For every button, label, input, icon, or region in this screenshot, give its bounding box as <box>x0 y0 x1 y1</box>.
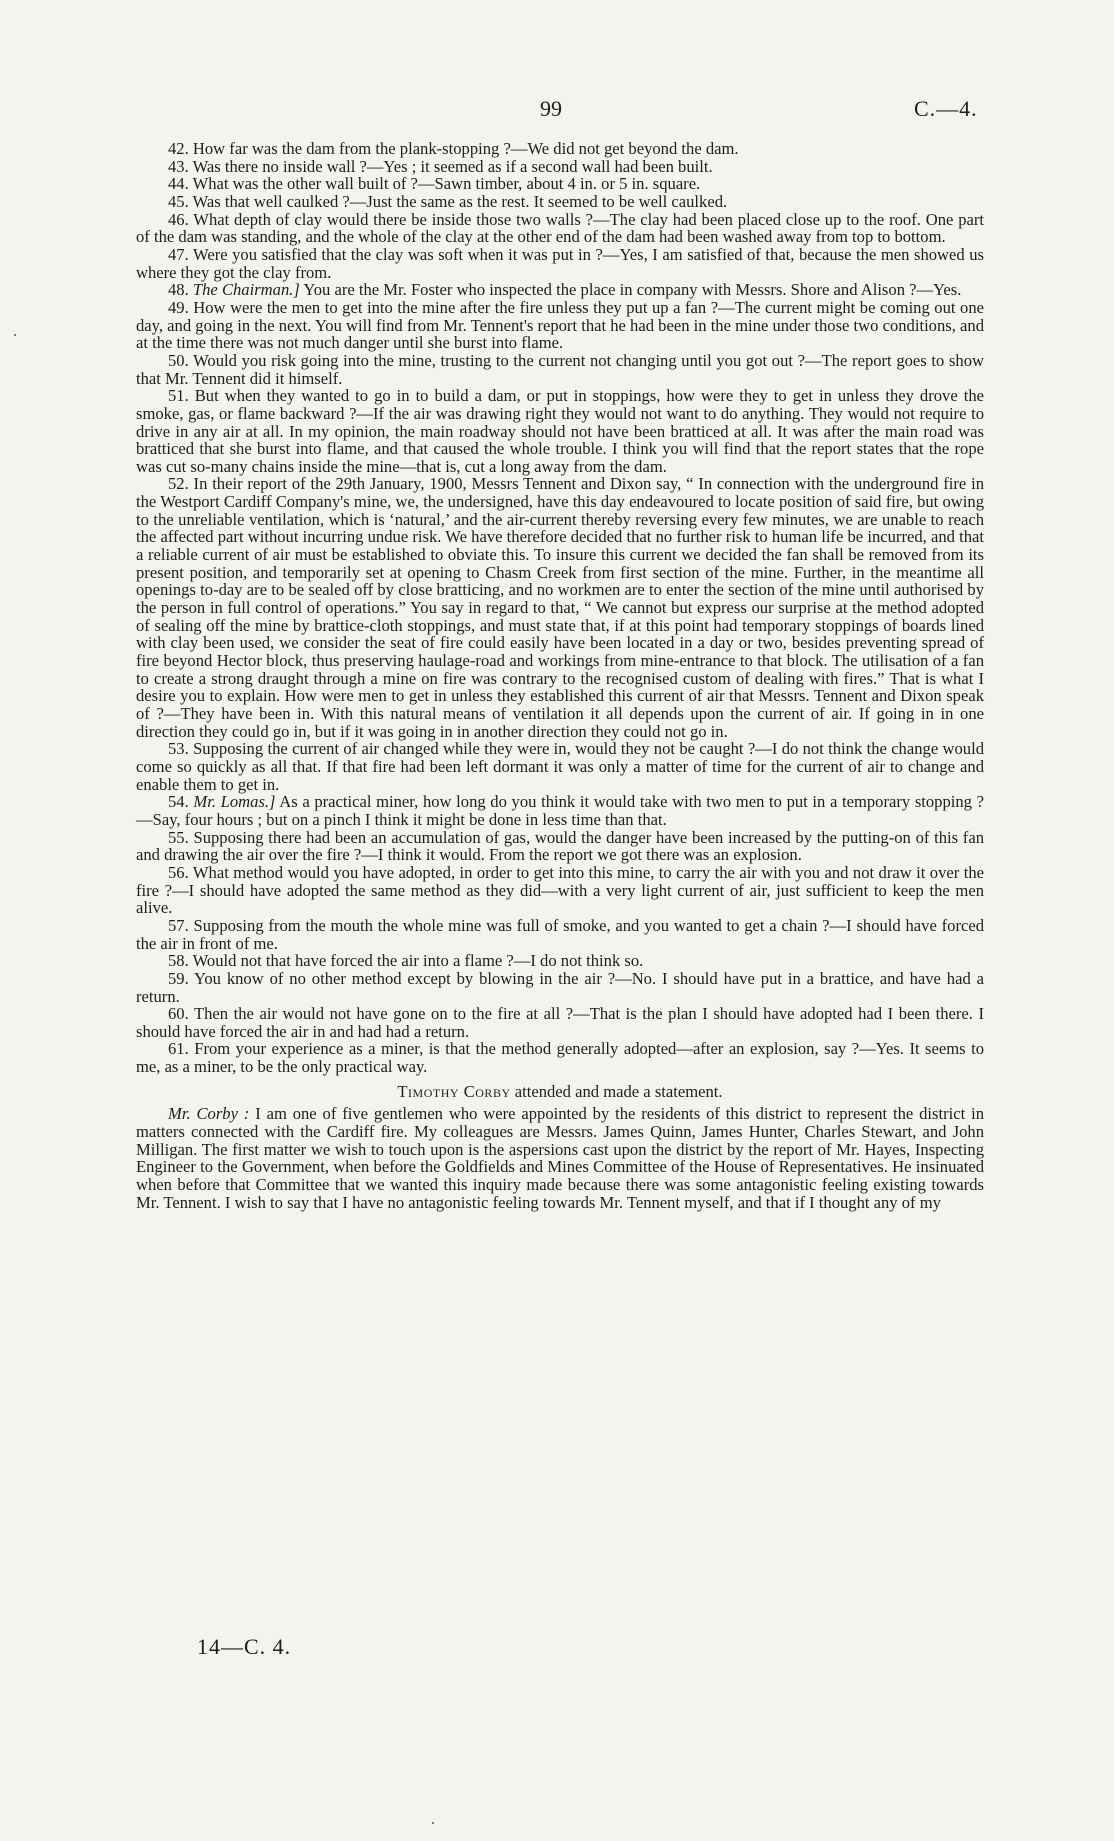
witness-name: Timothy Corby <box>397 1081 511 1101</box>
paragraph-61: 61. From your experience as a miner, is that the method generally adopted—after an explosion, say ?—Yes. It seems to me, as a miner, to be the only practical way. <box>136 1039 984 1077</box>
paragraph-text: You are the Mr. Foster who inspected the place in company with Messrs. Shore and Alison ?—Yes. <box>299 280 962 300</box>
paragraph-51: 51. But when they wanted to go in to build a dam, or put in stoppings, how were they to get in unless they drove the smoke, gas, or flame backward ?—If the air was drawing right they would not want to do anything. They would not require to drive in any air at all. In my opinion, the main roadway should not have been bratticed at all. It was after the main road was bratticed that she burst into flame, and that caused the whole trouble. I think you will find that the report states that the rope was cut so-many chains inside the mine—that is, cut a long away from the dam. <box>136 386 984 476</box>
scan-speck <box>14 334 16 336</box>
document-body <box>136 140 984 1211</box>
document-reference: C.—4. <box>914 96 978 121</box>
scan-speck <box>432 1822 434 1824</box>
speaker-name: Mr. Corby : <box>168 1104 250 1124</box>
paragraph-54 <box>136 793 984 828</box>
paragraph-53: 53. Supposing the current of air changed while they were in, would they not be caught ?—I do not think the change would come so quickly as all that. If that fire had been left dormant it was only a matter of time for the current of air to change and enable them to get in. <box>136 739 984 794</box>
paragraph-46: 46. What depth of clay would there be inside those two walls ?—The clay had been placed close up to the roof. One part of the dam was standing, and the whole of the clay at the other end of the dam had been washed away from top to bottom. <box>136 209 984 247</box>
paragraph-45: 45. Was that well caulked ?—Just the same as the rest. It seemed to be well caulked. <box>168 191 728 211</box>
corby-statement <box>136 1105 984 1211</box>
page-number: 99 <box>540 96 562 121</box>
paragraph-number: 48. <box>168 280 189 300</box>
paragraph-49: 49. How were the men to get into the mine after the fire unless they put up a fan ?—The current might be coming out one day, and going in the next. You will find from Mr. Tennent's report that he had been in the mine under those two conditions, and at the time there was not much danger until she burst into flame. <box>136 297 984 353</box>
statement-body: I am one of five gentlemen who were appointed by the residents of this district to represent the district in matters connected with the Cardiff fire. My colleagues are Messrs. James Quinn, James Hunter, Charles Stewart, and John Milligan. The first matter we wish to touch upon is the aspersions cast upon the district by the report of Mr. Hayes, Inspecting Engineer to the Government, when before the Goldfields and Mines Committee of the House of Representatives. He insinuated when before that Committee that we wanted this inquiry made because there was some antagonistic feeling existing towards Mr. Tennent. I wish to say that I have no antagonistic feeling towards Mr. Tennent myself, and that if I thought any of my <box>136 1104 984 1212</box>
paragraph-48 <box>136 281 984 299</box>
speaker-name: Mr. Lomas.] <box>193 792 276 812</box>
paragraph-number: 54. <box>168 792 189 812</box>
paragraph-60: 60. Then the air would not have gone on to the fire at all ?—That is the plan I should have adopted had I been there. I should have forced the air in and had had a return. <box>136 1004 984 1041</box>
paragraph-44: 44. What was the other wall built of ?—Sawn timber, about 4 in. or 5 in. square. <box>168 174 701 194</box>
paragraph-43: 43. Was there no inside wall ?—Yes ; it seemed as if a second wall had been built. <box>168 156 713 176</box>
paragraph-55: 55. Supposing there had been an accumulation of gas, would the danger have been increased by the putting-on of this fan and drawing the air over the fire ?—I think it would. From the report we got there was an explosion. <box>136 827 984 865</box>
statement-heading <box>136 1083 984 1101</box>
paragraph-57: 57. Supposing from the mouth the whole mine was full of smoke, and you wanted to get a chain ?—I should have forced the air in front of me. <box>136 915 984 953</box>
statement-text: attended and made a statement. <box>510 1081 723 1101</box>
paragraph-text: As a practical miner, how long do you think it would take with two men to put in a temporary stopping ?—Say, four hours ; but on a pinch I think it might be done in less time than that. <box>136 792 984 829</box>
page-header <box>0 96 1114 126</box>
paragraph-56: 56. What method would you have adopted, in order to get into this mine, to carry the air with you and not draw it over the fire ?—I should have adopted the same method as they did—with a very light current of air, just sufficient to keep the men alive. <box>136 862 984 918</box>
paragraph-58: 58. Would not that have forced the air into a flame ?—I do not think so. <box>168 951 644 971</box>
paragraph-47: 47. Were you satisfied that the clay was soft when it was put in ?—Yes, I am satisfied of that, because the men showed us where they got the clay from. <box>136 244 984 282</box>
speaker-name: The Chairman.] <box>192 280 300 300</box>
paragraph-59: 59. You know of no other method except by blowing in the air ?—No. I should have put in a brattice, and have had a return. <box>136 968 984 1006</box>
paragraph-42: 42. How far was the dam from the plank-stopping ?—We did not get beyond the dam. <box>168 139 739 158</box>
paragraph-50: 50. Would you risk going into the mine, trusting to the current not changing until you got out ?—The report goes to show that Mr. Tennent did it himself. <box>136 350 984 388</box>
paragraph-52: 52. In their report of the 29th January, 1900, Messrs Tennent and Dixon say, “ In connection with the underground fire in the Westport Cardiff Company's mine, we, the undersigned, have this day endeavoured to locate position of said fire, but owing to the unreliable ventilation, which is ‘natural,’ and the air-current thereby reversing every few minutes, we are unable to reach the affected part without incurring undue risk. We have therefore decided that no further risk to human life be incurred, and that a reliable current of air must be established to obviate this. To insure this current we decided the fan shall be removed from its present position, and temporarily set at opening to Chasm Creek from first section of the mine. Further, in the meantime all openings to-day are to be sealed off by close bratticing, and no workmen are to enter the section of the mine until authorised by the person in full control of operations.” You say in regard to that, “ We cannot but express our surprise at the method adopted of sealing off the mine by brattice-cloth stoppings, and must state that, if at this point had temporary stoppings of boards lined with clay been used, we consider the seat of fire could easily have been located in a day or two, besides preventing spread of fire beyond Hector block, thus preserving haulage-road and workings from mine-entrance to that block. The utilisation of a fan to create a strong draught through a mine on fire was contrary to the recognised custom of dealing with fires.” That is what I desire you to explain. How were men to get in unless they established this current of air that Messrs. Tennent and Dixon speak of ?—They have been in. With this natural means of ventilation it all depends upon the current of air. If going in in one direction they could go in, but if it was going in in another direction they could not go in. <box>136 474 984 741</box>
signature-mark: 14—C. 4. <box>197 1634 292 1659</box>
